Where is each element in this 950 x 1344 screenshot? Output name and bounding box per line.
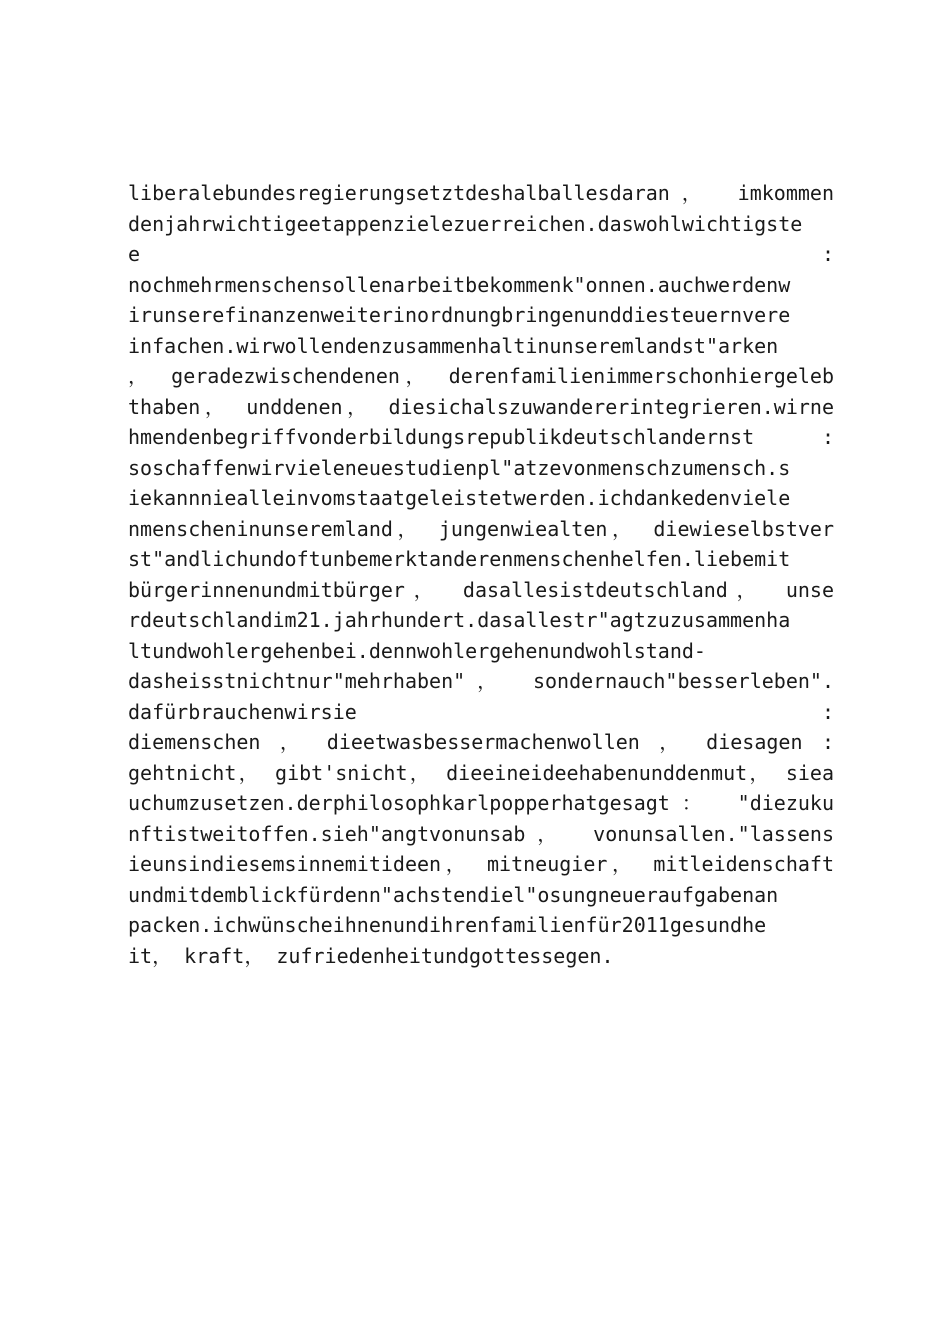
text-line: hmendenbegriffvonderbildungsrepublikdeutschlandernst : [128,425,834,449]
text-line: it， kraft， zufriedenheitundgottessegen. [128,943,614,968]
text-line: denjahrwichtigeetappenzielezuerreichen.daswohlwichtigste [128,211,803,236]
text-line: iekannniealleinvomstaatgeleistetwerden.ichdankedenviele [128,486,791,510]
text-line: ieunsindiesemsinnemitideen， mitneugier， mitleidenschaft [128,852,834,876]
text-line: nmenscheninunseremland， jungenwiealten， diewieselbstver [128,516,834,541]
text-line: ， geradezwischendenen， derenfamilienimmerschonhiergeleb [128,364,834,388]
text-line: dafürbrauchenwirsie : [128,699,834,724]
text-line: ltundwohlergehenbei.dennwohlergehenundwohlstand- [128,638,706,663]
text-line: nochmehrmenschensollenarbeitbekommenk"onnen.auchwerdenw [128,272,791,297]
text-line: dasheisstnichtnur"mehrhaben"， sondernauch"besserleben". [128,669,834,693]
body-text [128,178,834,971]
text-line: uchumzusetzen.derphilosophkarlpopperhatgesagt： "diezuku [128,791,834,815]
text-line: st"andlichundoftunbemerktanderenmenschenhelfen.liebemit [128,547,791,571]
text-line: thaben， unddenen， diesichalszuwandererintegrieren.wirne [128,394,834,419]
text-line: gehtnicht， gibt'snicht， dieeineideehabenunddenmut， siea [128,760,834,785]
text-line: undmitdemblickfürdenn"achstendiel"osungneueraufgabenan [128,882,779,907]
text-line: soschaffenwirvieleneuestudienpl"atzevonmenschzumensch.s [128,455,791,480]
text-line: nftistweitoffen.sieh"angtvonunsab， vonunsallen."lassens [128,821,834,846]
text-line: irunserefinanzenweiterinordnungbringenunddiesteuernvere [128,303,791,327]
text-line: e : [128,242,834,266]
text-line: packen.ichwünscheihnenundihrenfamilienfür2011gesundhe [128,913,767,937]
text-line: rdeutschlandim21.jahrhundert.dasallestr"agtzuzusammenha [128,608,791,632]
text-line: infachen.wirwollendenzusammenhaltinunseremlandst"arken [128,333,779,358]
text-line: liberalebundesregierungsetztdeshalballesdaran， imkommen [128,181,834,205]
text-line: bürgerinnenundmitbürger， dasallesistdeutschland， unse [128,577,834,602]
text-line: diemenschen ， dieetwasbessermachenwollen ， diesagen : [128,730,834,754]
